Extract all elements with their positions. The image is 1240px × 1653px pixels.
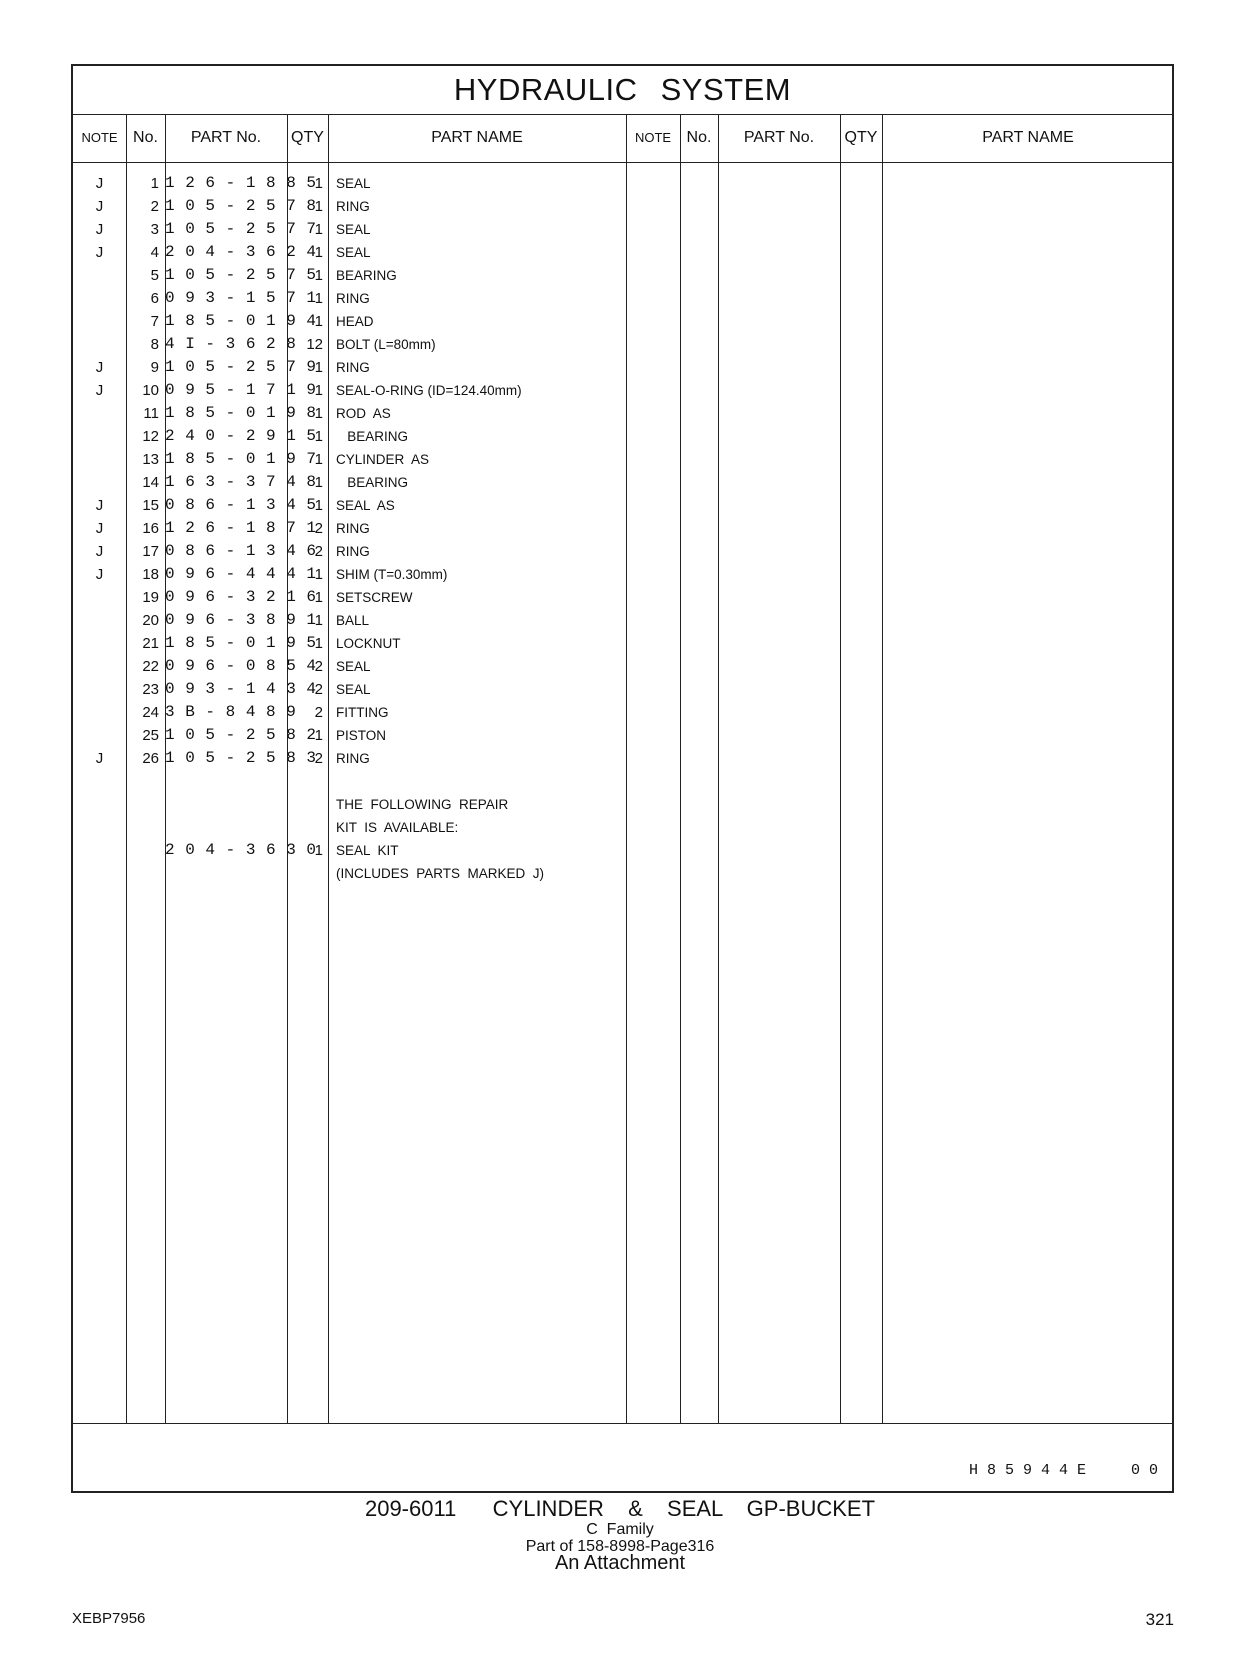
row-note: [73, 287, 126, 310]
row-number: 20: [142, 612, 159, 629]
row-part-number: 0 9 6 - 4 4 4 1: [165, 565, 317, 583]
row-part-name: RING: [336, 751, 370, 766]
row-note: J: [95, 175, 104, 192]
row-part-name: SEAL: [336, 222, 371, 237]
group-title: 209-6011 CYLINDER & SEAL GP-BUCKET: [364, 1496, 876, 1521]
row-quantity: 1: [314, 221, 323, 238]
row-quantity: 1: [314, 451, 323, 468]
row-quantity: 1: [314, 405, 323, 422]
row-quantity: 1: [314, 566, 323, 583]
header-part-name: PART NAME: [431, 129, 523, 146]
row-number: [126, 862, 159, 885]
row-part-number: 1 8 5 - 0 1 9 4: [165, 312, 317, 330]
header-no-right: No.: [686, 129, 712, 146]
row-part-name: RING: [336, 360, 370, 375]
row-number: 5: [150, 267, 159, 284]
row-number: 19: [142, 589, 159, 606]
row-part-name: CYLINDER AS: [336, 452, 430, 467]
part-of-label: Part of 158-8998-Page316: [525, 1538, 715, 1555]
row-number: 14: [142, 474, 159, 491]
attachment-label: An Attachment: [554, 1552, 686, 1574]
row-part-name: THE FOLLOWING REPAIR: [336, 797, 509, 812]
row-number: 17: [142, 543, 159, 560]
footer-doc-code: XEBP7956: [72, 1610, 146, 1627]
row-part-name: FITTING: [336, 705, 389, 720]
row-part-number: [165, 862, 281, 885]
row-part-name: LOCKNUT: [336, 636, 401, 651]
row-part-number: [165, 816, 281, 839]
row-quantity: [287, 862, 323, 885]
row-part-name: RING: [336, 544, 370, 559]
row-quantity: 1: [314, 198, 323, 215]
row-number: 6: [150, 290, 159, 307]
row-quantity: 1: [314, 589, 323, 606]
document-number: H 8 5 9 4 4 E 0 0: [968, 1462, 1158, 1479]
row-note: [73, 839, 126, 862]
row-number: 16: [142, 520, 159, 537]
header-qty: QTY: [291, 129, 324, 146]
row-number: [126, 816, 159, 839]
row-quantity: [287, 770, 323, 793]
row-part-name: BEARING: [336, 268, 397, 283]
row-note: [73, 264, 126, 287]
row-part-name: ROD AS: [336, 406, 391, 421]
row-part-name: SETSCREW: [336, 590, 413, 605]
row-part-number: 1 0 5 - 2 5 8 2: [165, 726, 317, 744]
row-part-number: 2 0 4 - 3 6 3 0: [165, 841, 317, 859]
header-part-no: PART No.: [190, 129, 262, 146]
family-label: C Family: [586, 1521, 654, 1538]
row-part-number: 0 9 3 - 1 5 7 1: [165, 289, 317, 307]
row-part-name: SHIM (T=0.30mm): [336, 567, 448, 582]
row-number: [126, 839, 159, 862]
row-part-name: SEAL KIT: [336, 843, 399, 858]
row-part-number: 1 8 5 - 0 1 9 5: [165, 634, 317, 652]
row-part-number: 0 9 3 - 1 4 3 4: [165, 680, 317, 698]
row-number: 13: [142, 451, 159, 468]
row-part-number: 0 9 6 - 0 8 5 4: [165, 657, 317, 675]
row-part-number: 2 0 4 - 3 6 2 4: [165, 243, 317, 261]
row-quantity: 2: [314, 520, 323, 537]
row-quantity: 1: [314, 727, 323, 744]
header-part-name-right: PART NAME: [982, 129, 1074, 146]
row-part-name: KIT IS AVAILABLE:: [336, 820, 459, 835]
row-number: 24: [142, 704, 159, 721]
row-quantity: 1: [314, 842, 323, 859]
row-part-number: 0 9 5 - 1 7 1 9: [165, 381, 317, 399]
row-part-number: 0 9 6 - 3 8 9 1: [165, 611, 317, 629]
row-number: 1: [150, 175, 159, 192]
header-note-right: NOTE: [634, 130, 672, 145]
row-note: J: [95, 543, 104, 560]
row-part-name: SEAL: [336, 176, 371, 191]
row-part-number: 1 0 5 - 2 5 7 7: [165, 220, 317, 238]
column-divider: [626, 114, 627, 1423]
row-number: 2: [150, 198, 159, 215]
row-number: 18: [142, 566, 159, 583]
row-part-name: SEAL: [336, 682, 371, 697]
row-note: [73, 448, 126, 471]
row-note: J: [95, 497, 104, 514]
page-number: 321: [1145, 1610, 1174, 1629]
row-quantity: 1: [314, 382, 323, 399]
row-note: [73, 425, 126, 448]
row-part-name: HEAD: [336, 314, 374, 329]
row-part-name: RING: [336, 521, 370, 536]
row-number: [126, 793, 159, 816]
row-part-name: SEAL: [336, 245, 371, 260]
row-quantity: 1: [314, 175, 323, 192]
row-part-name: RING: [336, 199, 370, 214]
row-quantity: 1: [314, 290, 323, 307]
column-divider: [680, 114, 681, 1423]
row-part-number: 1 2 6 - 1 8 7 1: [165, 519, 317, 537]
row-part-number: [165, 793, 281, 816]
row-note: [73, 586, 126, 609]
row-note: [73, 402, 126, 425]
parts-sheet: [71, 64, 1174, 1493]
row-note: J: [95, 198, 104, 215]
row-quantity: [287, 793, 323, 816]
row-quantity: 2: [314, 681, 323, 698]
header-note: NOTE: [81, 130, 118, 145]
column-divider: [840, 114, 841, 1423]
column-divider: [718, 114, 719, 1423]
divider: [73, 1423, 1172, 1424]
row-number: 4: [150, 244, 159, 261]
row-note: [73, 655, 126, 678]
row-number: 7: [150, 313, 159, 330]
row-note: J: [95, 359, 104, 376]
row-part-number: 1 2 6 - 1 8 8 5: [165, 174, 317, 192]
row-part-number: 1 8 5 - 0 1 9 8: [165, 404, 317, 422]
row-number: 15: [142, 497, 159, 514]
page-title: HYDRAULIC SYSTEM: [453, 72, 792, 107]
row-quantity: 2: [314, 704, 323, 721]
row-note: J: [95, 221, 104, 238]
row-quantity: 2: [314, 543, 323, 560]
row-number: 25: [142, 727, 159, 744]
row-quantity: 1: [314, 428, 323, 445]
row-number: [126, 770, 159, 793]
row-part-name: BEARING: [336, 475, 409, 490]
row-part-number: 2 4 0 - 2 9 1 5: [165, 427, 317, 445]
row-number: 22: [142, 658, 159, 675]
row-part-name: RING: [336, 291, 370, 306]
row-part-name: BOLT (L=80mm): [336, 337, 436, 352]
row-note: [73, 678, 126, 701]
row-note: [73, 609, 126, 632]
row-note: J: [95, 244, 104, 261]
row-quantity: 1: [314, 313, 323, 330]
row-note: [73, 862, 126, 885]
row-quantity: 1: [314, 474, 323, 491]
row-note: J: [95, 566, 104, 583]
header-no: No.: [133, 129, 158, 146]
row-quantity: 2: [314, 658, 323, 675]
row-quantity: 12: [306, 336, 323, 353]
row-note: [73, 793, 126, 816]
row-quantity: 1: [314, 359, 323, 376]
row-number: 9: [150, 359, 159, 376]
row-part-name: BALL: [336, 613, 370, 628]
row-note: [73, 333, 126, 356]
row-number: 3: [150, 221, 159, 238]
row-part-number: [165, 770, 281, 793]
row-part-name: SEAL AS: [336, 498, 395, 513]
row-part-name: PISTON: [336, 728, 387, 743]
row-number: 11: [143, 405, 159, 422]
row-quantity: 1: [314, 244, 323, 261]
row-part-number: 0 8 6 - 1 3 4 6: [165, 542, 317, 560]
row-part-number: 3 B - 8 4 8 9: [165, 703, 297, 721]
row-number: 23: [142, 681, 159, 698]
column-divider: [328, 114, 329, 1423]
row-quantity: 1: [314, 267, 323, 284]
row-quantity: 1: [314, 612, 323, 629]
row-part-name: SEAL-O-RING (ID=124.40mm): [336, 383, 522, 398]
row-number: 26: [142, 750, 159, 767]
row-part-number: 0 8 6 - 1 3 4 5: [165, 496, 317, 514]
row-number: 12: [142, 428, 159, 445]
row-note: [73, 310, 126, 333]
row-part-number: 4 I - 3 6 2 8: [165, 335, 297, 353]
row-quantity: [287, 816, 323, 839]
divider: [73, 162, 1172, 163]
row-note: [73, 724, 126, 747]
row-part-name: (INCLUDES PARTS MARKED J): [336, 866, 545, 881]
row-note: [73, 770, 126, 793]
header-part-no-right: PART No.: [743, 129, 815, 146]
row-part-number: 1 8 5 - 0 1 9 7: [165, 450, 317, 468]
row-number: 21: [142, 635, 159, 652]
row-part-number: 1 0 5 - 2 5 8 3: [165, 749, 317, 767]
row-part-number: 1 0 5 - 2 5 7 5: [165, 266, 317, 284]
row-part-name: [336, 770, 621, 793]
row-number: 10: [142, 382, 159, 399]
header-qty-right: QTY: [844, 129, 878, 146]
row-note: J: [95, 750, 104, 767]
row-quantity: 1: [314, 497, 323, 514]
row-number: 8: [150, 336, 159, 353]
row-part-number: 1 0 5 - 2 5 7 9: [165, 358, 317, 376]
row-part-name: BEARING: [336, 429, 409, 444]
row-note: J: [95, 382, 104, 399]
column-divider: [882, 114, 883, 1423]
row-note: [73, 701, 126, 724]
row-note: [73, 632, 126, 655]
row-part-number: 1 0 5 - 2 5 7 8: [165, 197, 317, 215]
row-part-name: SEAL: [336, 659, 371, 674]
row-note: J: [95, 520, 104, 537]
row-quantity: 2: [314, 750, 323, 767]
row-part-number: 1 6 3 - 3 7 4 8: [165, 473, 317, 491]
row-note: [73, 471, 126, 494]
row-note: [73, 816, 126, 839]
row-quantity: 1: [314, 635, 323, 652]
row-part-number: 0 9 6 - 3 2 1 6: [165, 588, 317, 606]
